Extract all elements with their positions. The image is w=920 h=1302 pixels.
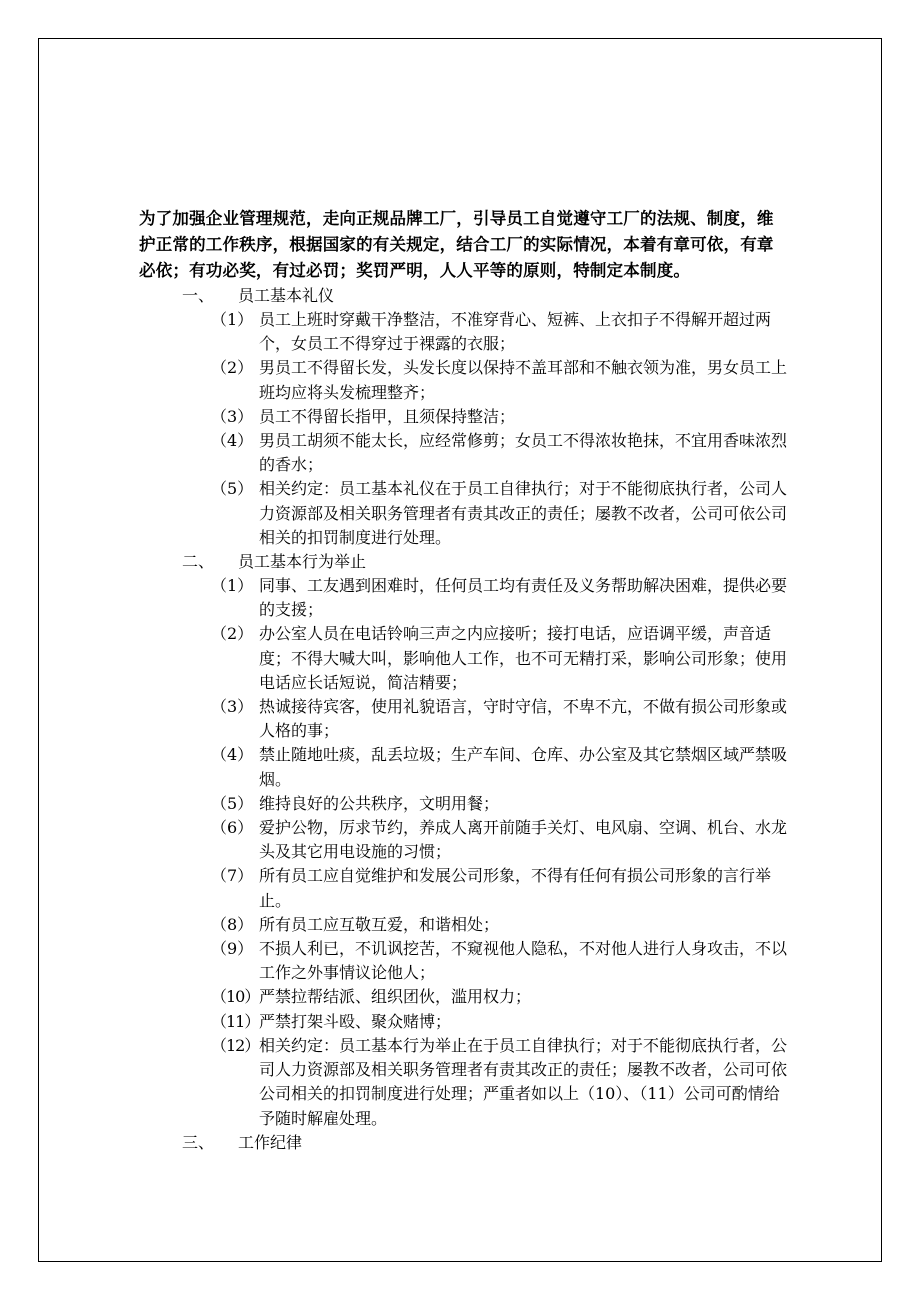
item-number: （1） <box>211 310 254 329</box>
list-item <box>139 816 789 864</box>
item-number: （7） <box>211 866 254 886</box>
item-text: 男员工胡须不能太长，应经常修剪；女员工不得浓妆艳抹，不宜用香味浓烈的香水； <box>259 431 788 475</box>
list-item <box>139 356 789 404</box>
item-text: 不损人利已，不讥讽挖苦，不窥视他人隐私，不对他人进行人身攻击，不以工作之外事情议论他人； <box>259 939 788 983</box>
section-title: 工作纪律 <box>238 1132 303 1152</box>
item-text: 员工上班时穿戴干净整洁，不准穿背心、短裤、上衣扣子不得解开超过两个，女员工不得穿过于裸露的衣服； <box>259 310 772 354</box>
section-title: 员工基本礼仪 <box>238 286 335 305</box>
item-number: （6） <box>211 818 254 838</box>
list-item <box>139 405 789 429</box>
item-text: 维持良好的公共秩序，文明用餐； <box>259 793 500 813</box>
item-text: 相关约定：员工基本礼仪在于员工自律执行；对于不能彻底执行者，公司人力资源部及相关职务管理者有责其改正的责任；屡教不改者，公司可依公司相关的扣罚制度进行处理。 <box>259 479 788 547</box>
list-item <box>139 429 789 477</box>
item-number: （11） <box>211 1011 260 1031</box>
item-text: 相关约定：员工基本行为举止在于员工自律执行；对于不能彻底执行者，公司人力资源部及相关职务管理者有责其改正的责任；屡教不改者，公司可依公司相关的扣罚制度进行处理；严重者如以上（10）、（11）公司可酌情给予随时解雇处理。 <box>259 1035 788 1128</box>
list-item <box>139 622 789 695</box>
item-number: （2） <box>211 624 254 644</box>
list-item <box>139 913 789 937</box>
list-item <box>139 743 789 791</box>
section-heading <box>139 1131 789 1155</box>
item-text: 热诚接待宾客，使用礼貌语言，守时守信，不卑不亢，不做有损公司形象或人格的事； <box>259 697 788 741</box>
intro-paragraph: 为了加强企业管理规范，走向正规品牌工厂，引导员工自觉遵守工厂的法规、制度，维护正常的工作秩序，根据国家的有关规定，结合工厂的实际情况，本着有章可依，有章必依；有功必奖，有过必罚；奖罚严明，人人平等的原则，特制定本制度。 <box>139 209 774 280</box>
section-heading <box>139 284 789 308</box>
item-text: 禁止随地吐痰，乱丢垃圾；生产车间、仓库、办公室及其它禁烟区域严禁吸烟。 <box>259 745 788 789</box>
section-number: 一、 <box>182 286 215 305</box>
item-text: 严禁拉帮结派、组织团伙，滥用权力； <box>259 987 532 1007</box>
item-number: （12） <box>211 1035 260 1055</box>
item-text: 严禁打架斗殴、聚众赌博； <box>259 1011 452 1031</box>
item-number: （4） <box>211 431 254 451</box>
item-text: 所有员工应互敬互爱，和谐相处； <box>259 914 500 934</box>
item-number: （8） <box>211 914 254 934</box>
item-number: （5） <box>211 793 254 813</box>
item-text: 办公室人员在电话铃响三声之内应接听；接打电话，应语调平缓，声音适度；不得大喊大叫，影响他人工作，也不可无精打采，影响公司形象；使用电话应长话短说，简洁精要； <box>259 624 788 692</box>
item-number: （4） <box>211 745 254 765</box>
item-text: 男员工不得留长发，头发长度以保持不盖耳部和不触衣领为准，男女员工上班均应将头发梳理整齐； <box>259 358 788 402</box>
list-item <box>139 574 789 622</box>
item-text: 爱护公物，厉求节约，养成人离开前随手关灯、电风扇、空调、机台、水龙头及其它用电设施的习惯； <box>259 818 788 862</box>
list-item <box>139 1034 789 1131</box>
list-item <box>139 695 789 743</box>
item-text: 同事、工友遇到困难时，任何员工均有责任及义务帮助解决困难，提供必要的支援； <box>259 576 788 620</box>
list-item <box>139 792 789 816</box>
list-item <box>139 985 789 1009</box>
item-number: （9） <box>211 939 254 959</box>
item-number: （5） <box>211 479 254 499</box>
item-text: 所有员工应自觉维护和发展公司形象，不得有任何有损公司形象的言行举止。 <box>259 866 772 910</box>
item-number: （3） <box>211 406 254 426</box>
list-item <box>139 1010 789 1034</box>
section-heading <box>139 550 789 574</box>
document-body <box>139 206 789 1155</box>
item-number: （10） <box>211 987 260 1007</box>
item-number: （3） <box>211 697 254 717</box>
list-item <box>139 308 789 356</box>
list-item <box>139 864 789 912</box>
item-number: （2） <box>211 358 254 378</box>
list-item <box>139 477 789 550</box>
list-item <box>139 937 789 985</box>
item-text: 员工不得留长指甲，且须保持整洁； <box>259 406 516 426</box>
section-number: 二、 <box>182 552 215 572</box>
item-number: （1） <box>211 576 254 596</box>
section-title: 员工基本行为举止 <box>238 552 367 572</box>
section-number: 三、 <box>182 1132 215 1152</box>
